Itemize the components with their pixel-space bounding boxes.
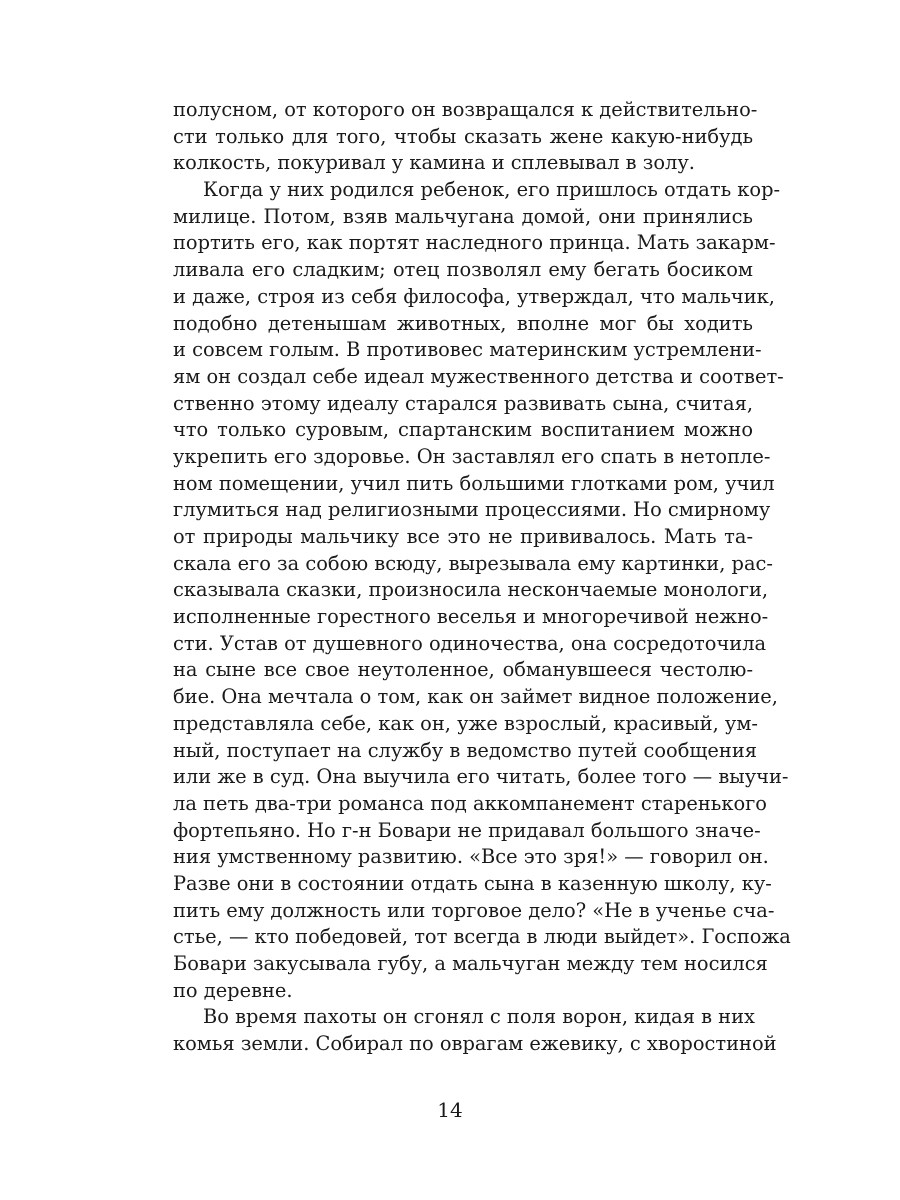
text-line: ния умственному развитию. «Все это зря!» — говорил он. bbox=[173, 845, 769, 869]
text-line: ям он создал себе идеал мужественного детства и соответ- bbox=[173, 364, 784, 388]
text-line: и совсем голым. В противовес материнским устремлени- bbox=[173, 338, 762, 362]
text-line: ливала его сладким; отец позволял ему бегать босиком bbox=[173, 258, 753, 282]
text-line: сказывала сказки, произносила нескончаемые монологи, bbox=[173, 578, 769, 602]
text-line: милице. Потом, взяв мальчугана домой, они принялись bbox=[173, 204, 753, 228]
text-line: Когда у них родился ребенок, его пришлось отдать кор- bbox=[203, 178, 781, 202]
text-line: ный, поступает на службу в ведомство путей сообщения bbox=[173, 738, 757, 762]
text-line: или же в суд. Она выучила его читать, более того — выучи- bbox=[173, 765, 789, 789]
text-line: ном помещении, учил пить большими глотками ром, учил bbox=[173, 471, 775, 495]
text-line: колкость, покуривал у камина и сплевывал в золу. bbox=[173, 151, 695, 175]
text-line: Разве они в состоянии отдать сына в казенную школу, ку- bbox=[173, 871, 772, 895]
text-line: сти только для того, чтобы сказать жене какую-нибудь bbox=[173, 124, 753, 148]
text-line: портить его, как портят наследного принца. Мать закарм- bbox=[173, 231, 776, 255]
text-line: укрепить его здоровье. Он заставлял его спать в нетопле- bbox=[173, 444, 771, 468]
text-line: Бовари закусывала губу, а мальчуган между тем носился bbox=[173, 952, 768, 975]
body-text bbox=[173, 97, 791, 1058]
text-line: Во время пахоты он сгонял с поля ворон, кидая в них bbox=[203, 1005, 755, 1029]
text-line: скала его за собою всюду, вырезывала ему картинки, рас- bbox=[173, 551, 773, 575]
text-line: бие. Она мечтала о том, как он займет видное положение, bbox=[173, 685, 778, 709]
text-line: стье, — кто победовей, тот всегда в люди выйдет». Госпожа bbox=[173, 925, 791, 949]
page-number: 14 bbox=[437, 1098, 463, 1122]
text-line: пить ему должность или торговое дело? «Не в ученье сча- bbox=[173, 898, 775, 922]
text-line: по деревне. bbox=[173, 978, 293, 1002]
text-line: от природы мальчику все это не прививалось. Мать та- bbox=[173, 525, 753, 548]
text-line: что только суровым, спартанским воспитанием можно bbox=[173, 418, 753, 442]
text-line: подобно детенышам животных, вполне мог бы ходить bbox=[173, 311, 753, 335]
text-line: ственно этому идеалу старался развивать сына, считая, bbox=[173, 391, 753, 415]
text-line: на сыне все свое неутоленное, обманувшееся честолю- bbox=[173, 658, 753, 682]
text-line: и даже, строя из себя философа, утверждал, что мальчик, bbox=[173, 284, 775, 308]
text-line: полусном, от которого он возвращался к действительно- bbox=[173, 98, 758, 121]
text-line: представляла себе, как он, уже взрослый, красивый, ум- bbox=[173, 711, 758, 735]
text-line: глумиться над религиозными процессиями. Но смирному bbox=[173, 498, 771, 522]
text-line: фортепьяно. Но г-н Бовари не придавал большого значе- bbox=[173, 818, 761, 842]
text-line: комья земли. Собирал по оврагам ежевику, с хворостиной bbox=[173, 1032, 777, 1056]
text-line: ла петь два-три романса под аккомпанемент старенького bbox=[173, 791, 767, 815]
text-line: сти. Устав от душевного одиночества, она сосредоточила bbox=[173, 631, 767, 655]
text-line: исполненные горестного веселья и многоречивой нежно- bbox=[173, 605, 769, 629]
